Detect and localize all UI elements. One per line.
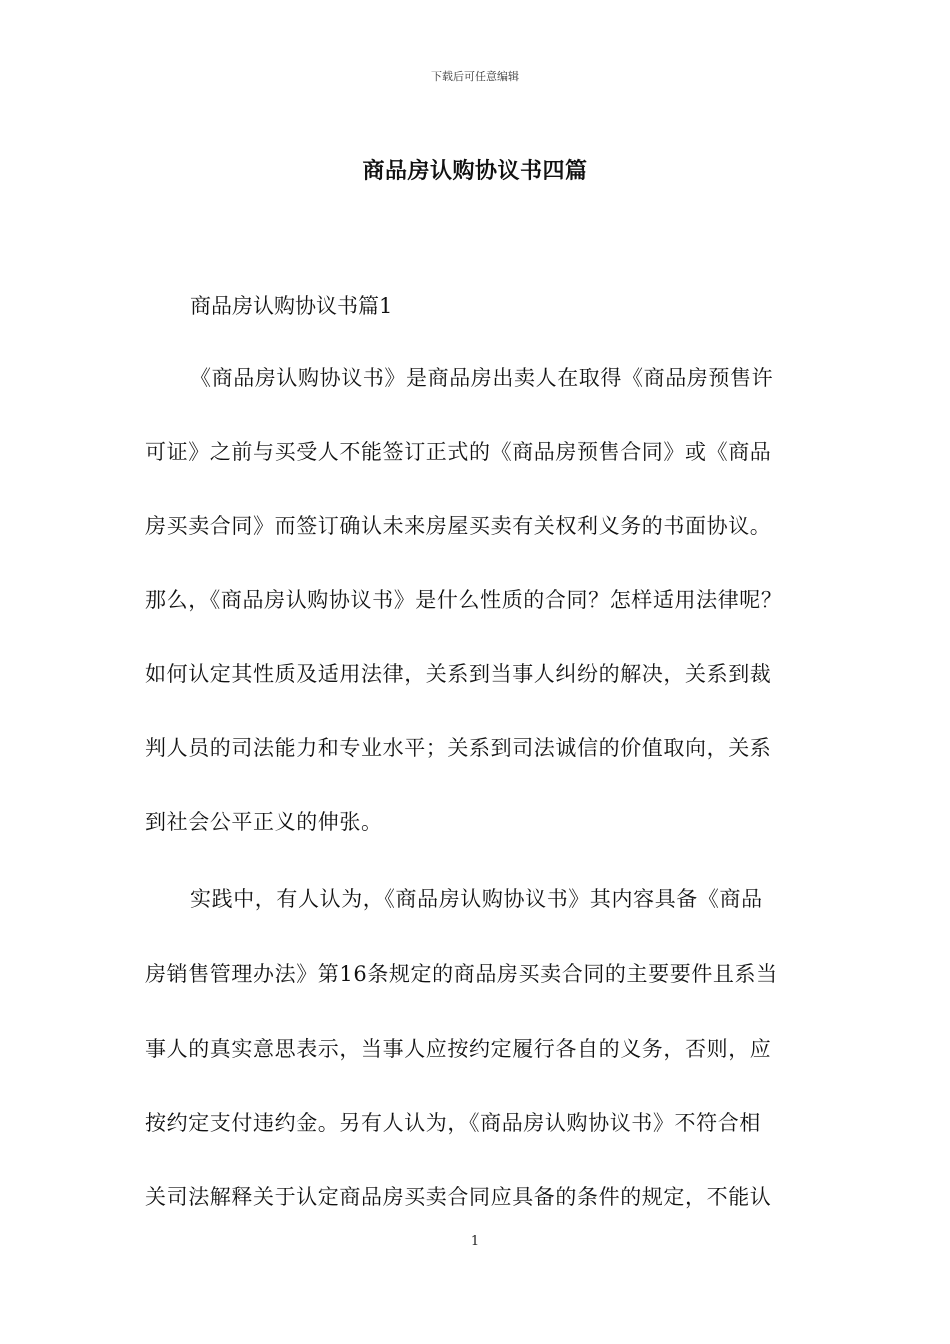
paragraph-line: 《商品房认购协议书》是商品房出卖人在取得《商品房预售许: [190, 366, 774, 390]
section-heading: 商品房认购协议书篇1: [190, 294, 393, 318]
paragraph-line: 判人员的司法能力和专业水平；关系到司法诚信的价值取向，关系: [145, 736, 772, 760]
paragraph-line: 事人的真实意思表示，当事人应按约定履行各自的义务，否则，应: [145, 1037, 772, 1061]
header-note: 下载后可任意编辑: [431, 70, 519, 83]
paragraph-line: 到社会公平正义的伸张。: [145, 810, 383, 834]
paragraph-line: 按约定支付违约金。另有人认为，《商品房认购协议书》不符合相: [145, 1111, 761, 1135]
paragraph-line: 房销售管理办法》第16条规定的商品房买卖合同的主要要件且系当: [145, 962, 778, 986]
document-title: 商品房认购协议书四篇: [362, 158, 588, 184]
paragraph-line: 那么，《商品房认购协议书》是什么性质的合同？怎样适用法律呢？: [145, 588, 783, 612]
paragraph-line: 实践中，有人认为，《商品房认购协议书》其内容具备《商品: [190, 887, 763, 911]
paragraph-line: 可证》之前与买受人不能签订正式的《商品房预售合同》或《商品: [145, 440, 772, 464]
paragraph-line: 关司法解释关于认定商品房买卖合同应具备的条件的规定，不能认: [145, 1185, 772, 1209]
page-number: 1: [470, 1234, 480, 1249]
paragraph-line: 如何认定其性质及适用法律，关系到当事人纠纷的解决，关系到裁: [145, 662, 772, 686]
paragraph-line: 房买卖合同》而签订确认未来房屋买卖有关权利义务的书面协议。: [145, 514, 772, 538]
